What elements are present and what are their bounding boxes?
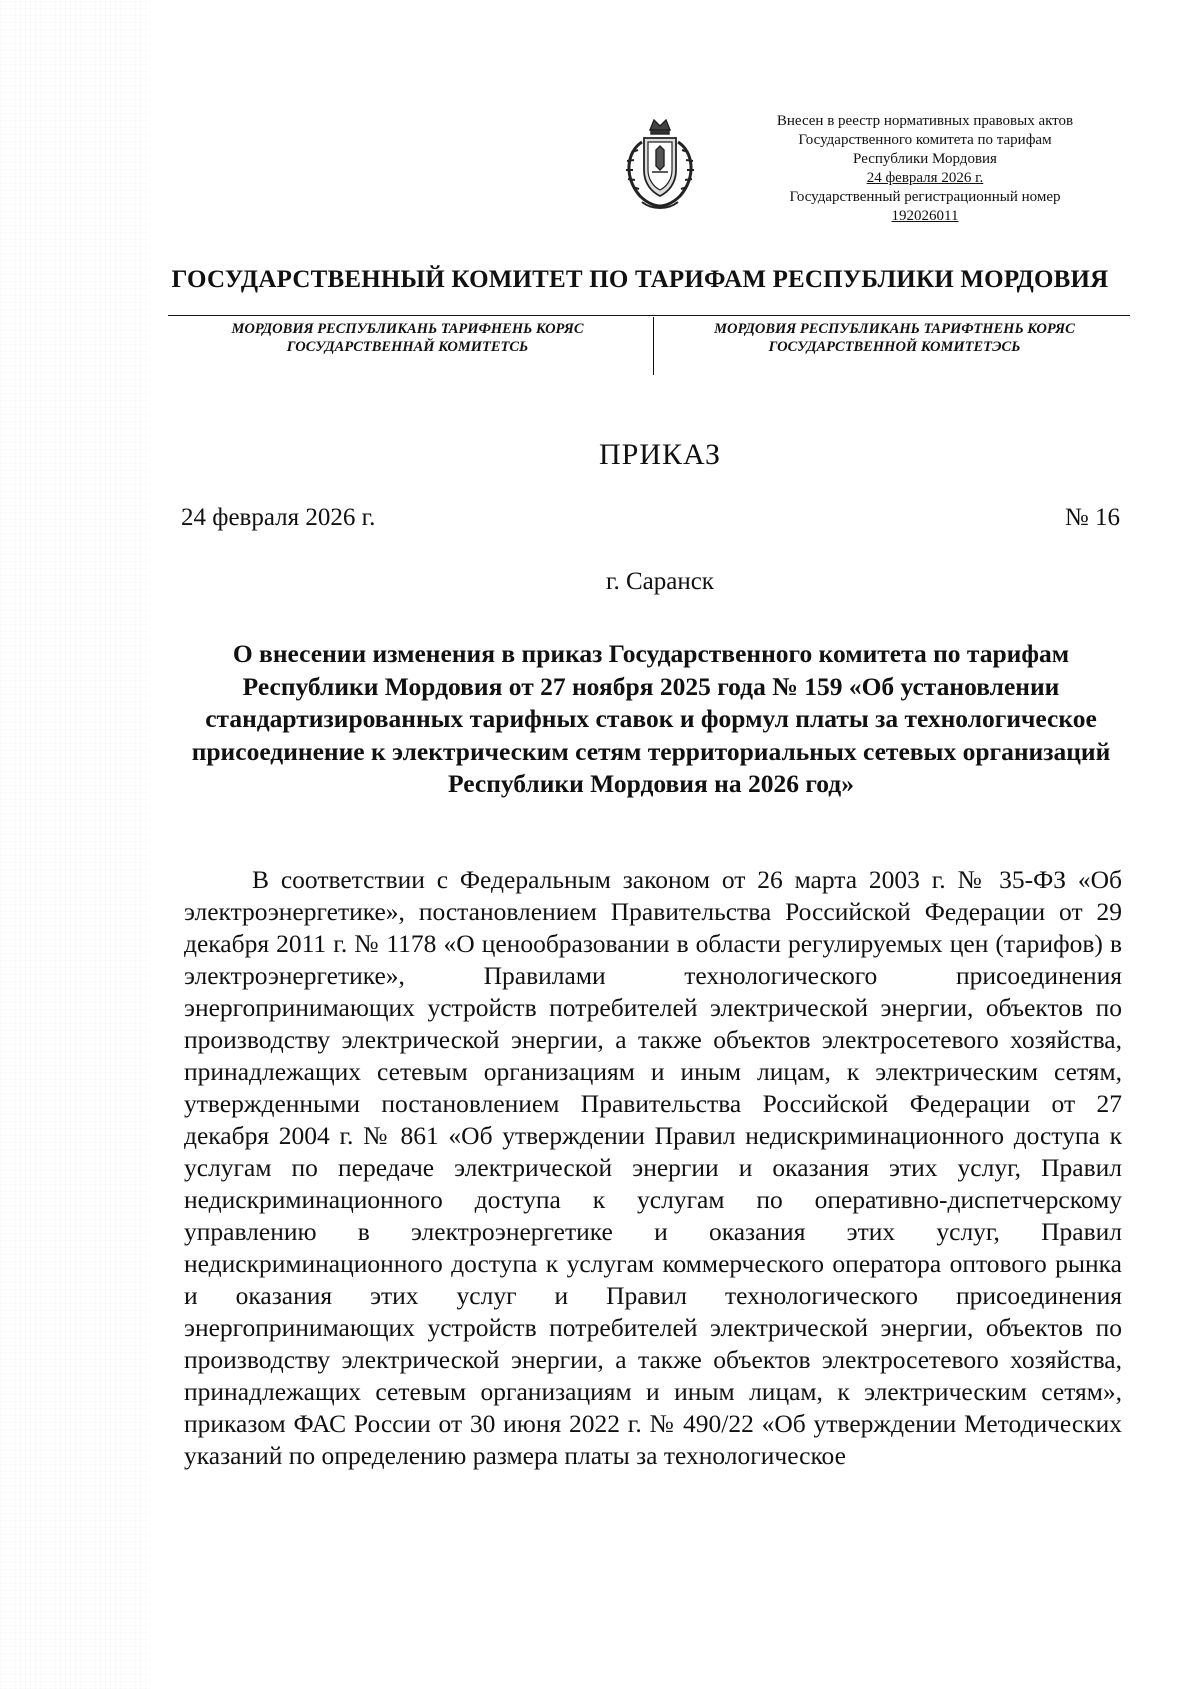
document-date: 24 февраля 2026 г. xyxy=(181,504,376,531)
scan-noise xyxy=(0,0,150,1689)
header-divider xyxy=(168,315,1130,316)
document-place: г. Саранск xyxy=(606,568,714,595)
document-body: В соответствии с Федеральным законом от 26 марта 2003 г. № 35-ФЗ «Об электроэнергетике», постановлением Правительства Российской Федерации от 29 декабря 2011 г. № 1178 «О ценообразовании в области регулируемых цен (тарифов) в электроэнергетике», Правилами технологического присоединения энергопринимающих устройств потребителей электрической энергии, объектов по производству электрической энергии, а также объектов электросетевого хозяйства, принадлежащих сетевым организациям и иным лицам, к электрическим сетям, утвержденными постановлением Правительства Российской Федерации от 27 декабря 2004 г. № 861 «Об утверждении Правил недискриминационного доступа к услугам по передаче электрической энергии и оказания этих услуг, Правил недискриминационного доступа к услугам по оперативно-диспетчерскому управлению в электроэнергетике и оказания этих услуг, Правил недискриминационного доступа к услугам коммерческого оператора оптового рынка и оказания этих услуг и Правил технологического присоединения энергопринимающих устройств потребителей электрической энергии, объектов по производству электрической энергии, а также объектов электросетевого хозяйства, принадлежащих сетевым организациям и иным лицам, к электрическим сетям», приказом ФАС России от 30 июня 2022 г. № 490/22 «Об утверждении Методических указаний по определению размера платы за технологическое xyxy=(184,865,1122,1470)
coat-of-arms-icon xyxy=(612,112,708,216)
header-right-line-2: ГОСУДАРСТВЕННОЙ КОМИТЕТЭСЬ xyxy=(768,339,1021,355)
registry-line-5: Государственный регистрационный номер xyxy=(789,189,1061,205)
header-column-divider xyxy=(653,317,654,375)
document-type: ПРИКАЗ xyxy=(599,438,721,471)
header-moksha-name xyxy=(170,320,645,356)
registry-line-2: Государственного комитета по тарифам xyxy=(798,132,1052,148)
document-number: № 16 xyxy=(1064,504,1120,531)
registry-line-3: Республики Мордовия xyxy=(853,151,997,167)
header-erzya-name xyxy=(662,320,1127,356)
registry-note xyxy=(740,112,1110,226)
registry-line-1: Внесен в реестр нормативных правовых актов xyxy=(776,113,1074,129)
header-left-line-2: ГОСУДАРСТВЕННАЙ КОМИТЕТСЬ xyxy=(286,339,529,355)
organization-title: ГОСУДАРСТВЕННЫЙ КОМИТЕТ ПО ТАРИФАМ РЕСПУБЛИКИ МОРДОВИЯ xyxy=(171,266,1109,293)
registry-date: 24 февраля 2026 г. xyxy=(866,170,984,186)
registry-number: 192026011 xyxy=(891,208,959,224)
document-subject: О внесении изменения в приказ Государственного комитета по тарифам Республики Мордовия от 27 ноября 2025 года № 159 «Об установлении стандартизированных тарифных ставок и формул платы за технологическое присоединение к электрическим сетям территориальных сетевых организаций Республики Мордовия на 2026 год» xyxy=(191,639,1111,798)
header-left-line-1: МОРДОВИЯ РЕСПУБЛИКАНЬ ТАРИФНЕНЬ КОРЯС xyxy=(231,321,584,337)
header-right-line-1: МОРДОВИЯ РЕСПУБЛИКАНЬ ТАРИФТНЕНЬ КОРЯС xyxy=(714,321,1075,337)
